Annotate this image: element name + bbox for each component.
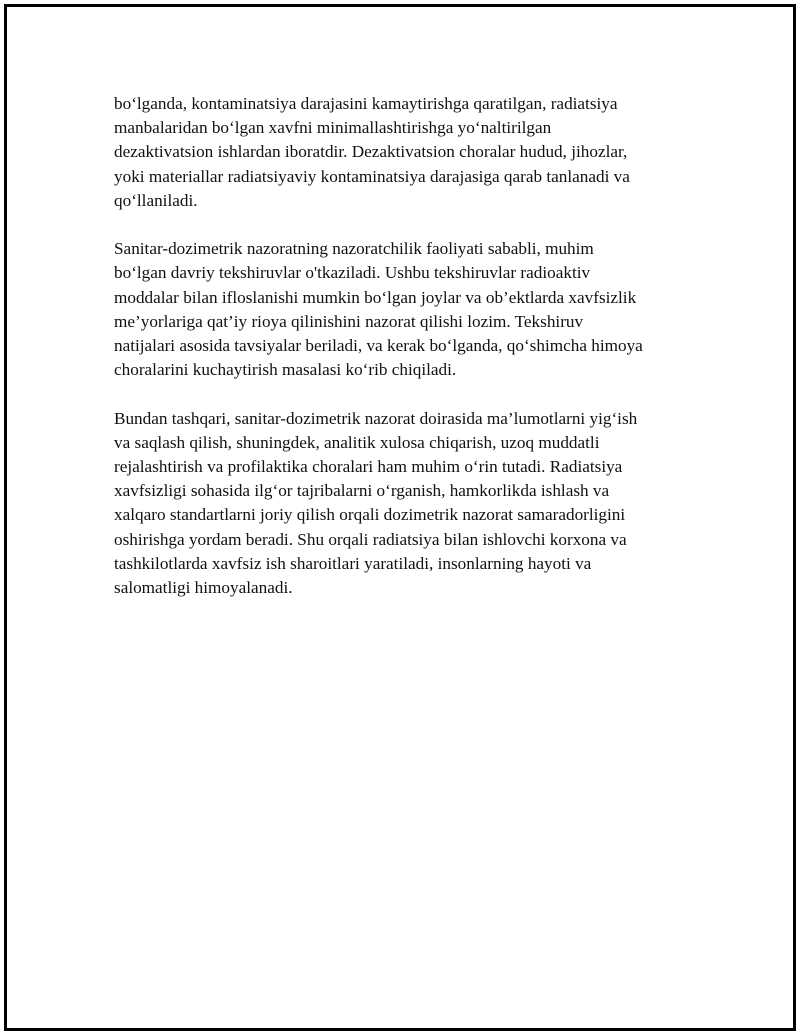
paragraph-1: bo‘lganda, kontaminatsiya darajasini kamaytirishga qaratilgan, radiatsiya manbalaridan bo‘lgan xavfni minimallashtirishga yo‘naltirilgan dezaktivatsion ishlardan iboratdir. Dezaktivatsion choralar hudud, jihozlar, yoki materiallar radiatsiyaviy kontaminatsiya darajasiga qarab tanlanadi va qo‘llaniladi. (114, 94, 630, 210)
paragraph-3: Bundan tashqari, sanitar-dozimetrik nazorat doirasida ma’lumotlarni yig‘ish va saqlash qilish, shuningdek, analitik xulosa chiqarish, uzoq muddatli rejalashtirish va profilaktika choralari ham muhim o‘rin tutadi. Radiatsiya xavfsizligi sohasida ilg‘or tajribalarni o‘rganish, hamkorlikda ishlash va xalqaro standartlarni joriy qilish orqali dozimetrik nazorat samaradorligini oshirishga yordam beradi. Shu orqali radiatsiya bilan ishlovchi korxona va tashkilotlarda xavfsiz ish sharoitlari yaratiladi, insonlarning hayoti va salomatligi himoyalanadi. (114, 408, 638, 598)
paragraph-2: Sanitar-dozimetrik nazoratning nazoratchilik faoliyati sababli, muhim bo‘lgan davriy tekshiruvlar o'tkaziladi. Ushbu tekshiruvlar radioaktiv moddalar bilan ifloslanishi mumkin bo‘lgan joylar va ob’ektlarda xavfsizlik me’yorlariga qat’iy rioya qilinishini nazorat qilishi lozim. Tekshiruv natijalari asosida tavsiyalar beriladi, va kerak bo‘lganda, qo‘shimcha himoya choralarini kuchaytirish masalasi ko‘rib chiqiladi. (114, 239, 643, 380)
document-body (114, 92, 699, 624)
